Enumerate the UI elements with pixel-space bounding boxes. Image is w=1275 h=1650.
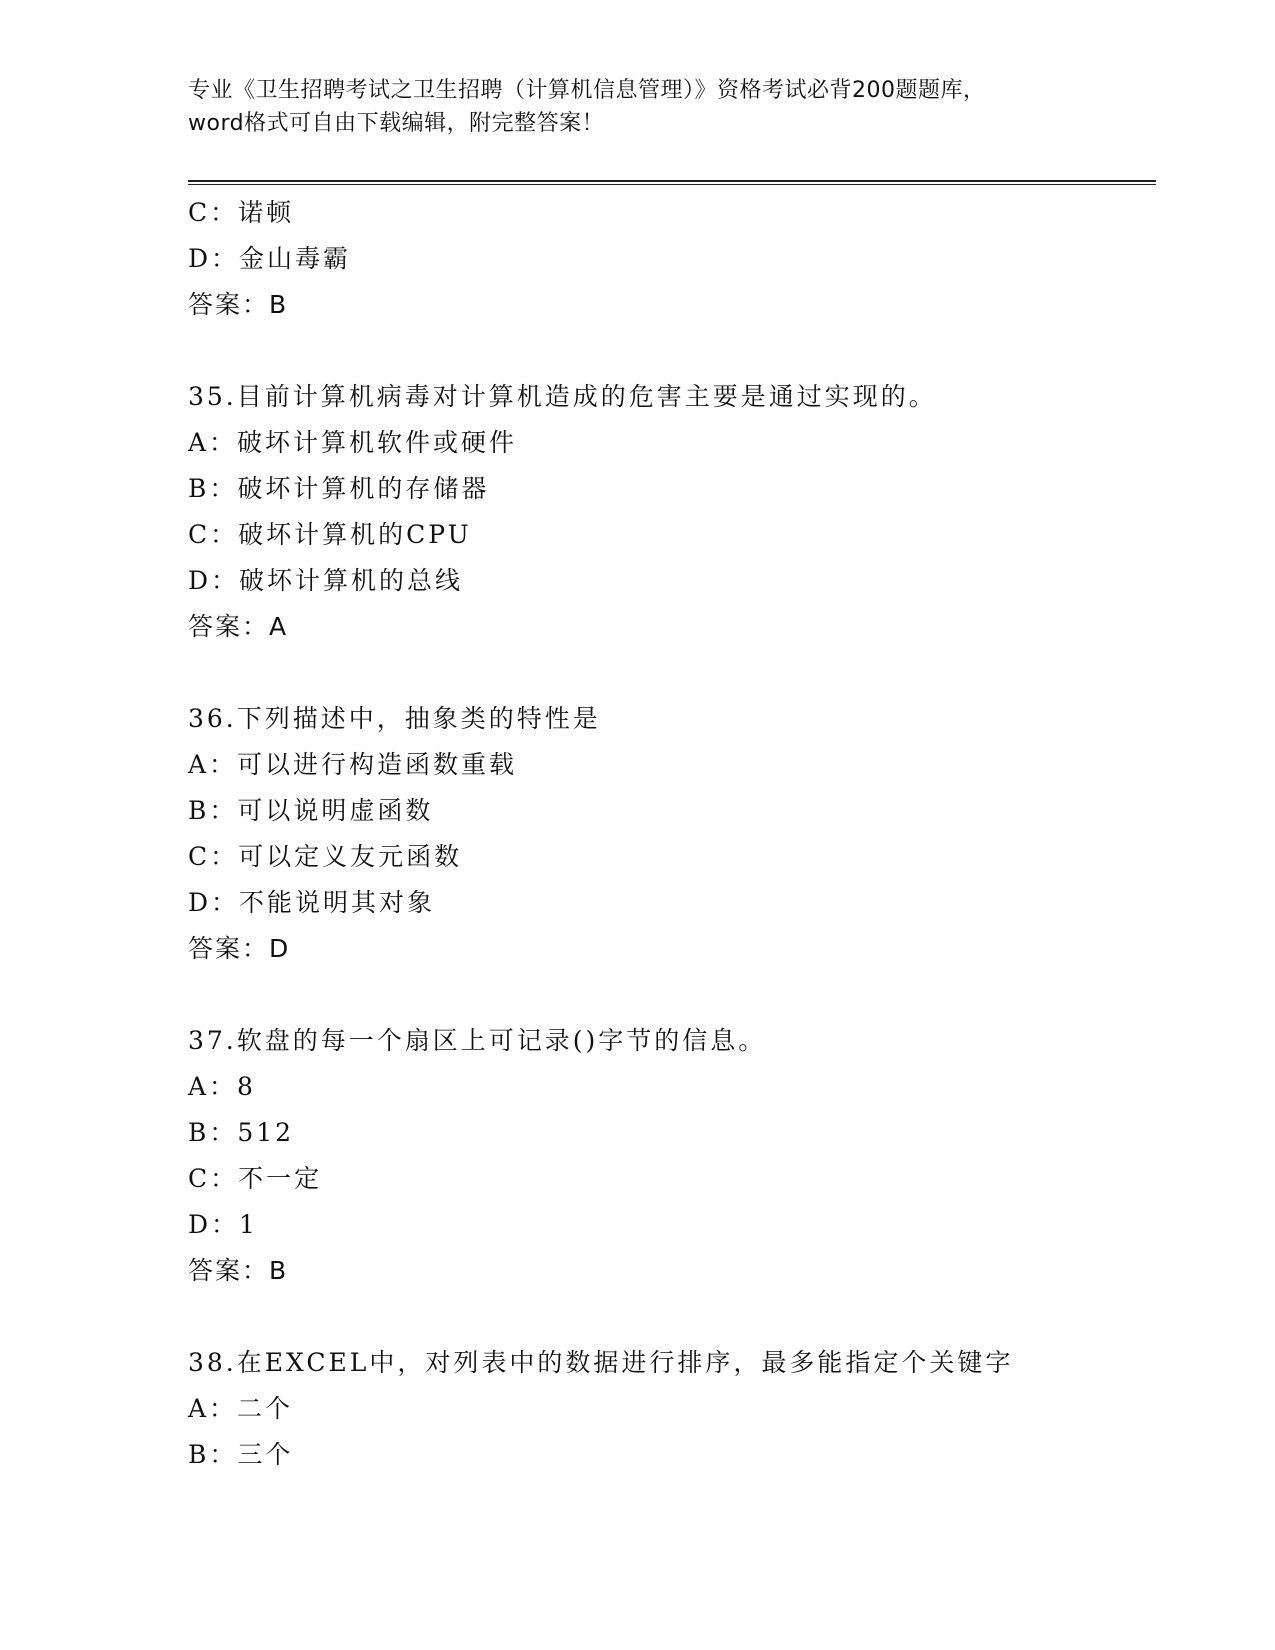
option-d: D：1 — [188, 1210, 258, 1239]
option-d: D：不能说明其对象 — [188, 888, 436, 917]
question-list — [188, 190, 1156, 1478]
header-line-1: 专业《卫生招聘考试之卫生招聘（计算机信息管理）》资格考试必背200题题库， — [188, 78, 986, 103]
header-line-2: word格式可自由下载编辑，附完整答案！ — [188, 111, 605, 136]
option-b: B：可以说明虚函数 — [188, 796, 434, 825]
question-stem: 35.目前计算机病毒对计算机造成的危害主要是通过实现的。 — [188, 382, 937, 411]
question-stem: 37.软盘的每一个扇区上可记录()字节的信息。 — [188, 1026, 767, 1055]
spacer — [188, 328, 1156, 374]
option-b: B：破坏计算机的存储器 — [188, 474, 490, 503]
answer: 答案：B — [188, 290, 289, 319]
question-block — [188, 190, 1156, 328]
option-c: C：破坏计算机的CPU — [188, 520, 472, 549]
option-a: A：8 — [188, 1072, 256, 1101]
option-c: C：不一定 — [188, 1164, 323, 1193]
page-header — [188, 74, 1088, 140]
option-d: D：金山毒霸 — [188, 244, 352, 273]
question-block — [188, 696, 1156, 972]
option-a: A：二个 — [188, 1394, 294, 1423]
answer: 答案：B — [188, 1256, 289, 1285]
spacer — [188, 972, 1156, 1018]
question-stem: 36.下列描述中，抽象类的特性是 — [188, 704, 601, 733]
option-a: A：可以进行构造函数重载 — [188, 750, 518, 779]
option-d: D：破坏计算机的总线 — [188, 566, 464, 595]
spacer — [188, 650, 1156, 696]
option-c: C：可以定义友元函数 — [188, 842, 463, 871]
option-a: A：破坏计算机软件或硬件 — [188, 428, 518, 457]
option-b: B：512 — [188, 1118, 295, 1147]
question-block — [188, 1340, 1156, 1478]
spacer — [188, 1294, 1156, 1340]
question-block — [188, 374, 1156, 650]
answer: 答案：D — [188, 934, 291, 963]
header-rule — [188, 180, 1156, 185]
option-b: B：三个 — [188, 1440, 294, 1469]
question-block — [188, 1018, 1156, 1294]
question-stem: 38.在EXCEL中，对列表中的数据进行排序，最多能指定个关键字 — [188, 1348, 1014, 1377]
option-c: C：诺顿 — [188, 198, 295, 227]
answer: 答案：A — [188, 612, 289, 641]
